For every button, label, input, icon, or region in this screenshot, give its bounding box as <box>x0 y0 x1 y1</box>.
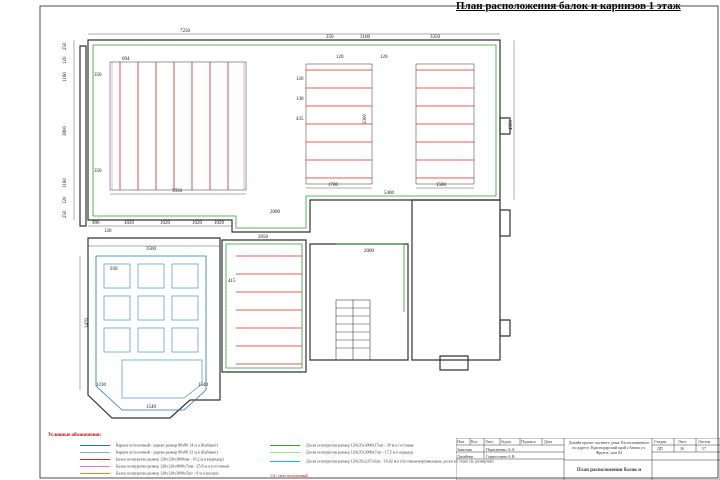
study-coffers <box>104 264 202 398</box>
upper-floor-outline <box>88 40 500 232</box>
legend-item: Доска полиуретан размер 120х35х3000х15шт - 39 м.п гостиная <box>270 442 413 448</box>
study-ceiling <box>96 256 206 410</box>
room1-side-beams <box>112 62 244 190</box>
dim-lower-1230: 1230 <box>96 383 106 388</box>
legend-item: Карниз потолочный - дерево размер 80х80 14 м.п (Кабинет) <box>80 442 218 448</box>
dim-right-height: 4500 <box>509 120 514 130</box>
dim-top-120a: 120 <box>336 55 344 60</box>
legend-item: Балка полиуретан размер 120х120х3000мм - 10,2 м.п (коридор) <box>80 456 224 462</box>
stamp-role: Дизайнер <box>457 454 474 459</box>
bottom-wall-notch <box>440 356 468 370</box>
legend-heading: Условные обозначения: <box>48 433 102 438</box>
dim-bottom-1020c: 1020 <box>192 221 202 226</box>
legend-swatch <box>270 445 300 446</box>
dim-room3-width: 1500 <box>436 183 446 188</box>
corridor-beams <box>236 256 302 364</box>
right-lower-outline <box>412 200 500 360</box>
legend-swatch <box>80 466 110 467</box>
stamp-sheets-label: Листов <box>698 439 711 444</box>
legend-swatch <box>80 445 110 446</box>
dim-inner-350b: 350 <box>94 169 102 174</box>
stamp-header-cell: Лист <box>485 439 494 444</box>
dim-left-3800: 3800 <box>63 126 68 136</box>
legend-item: Доска полиуретан размер 120х35х3000х7шт - 17,5 м.п коридор <box>270 449 413 455</box>
outer-walls <box>80 40 510 418</box>
room1-beams <box>120 62 228 190</box>
legend-swatch <box>80 473 110 474</box>
title-block <box>456 438 720 480</box>
legend-swatch <box>80 452 110 453</box>
stamp-sheets: 57 <box>702 446 706 451</box>
dim-top-overall: 7250 <box>180 29 190 34</box>
dim-spacing-120: 120 <box>296 77 304 82</box>
left-wall-strip <box>80 46 86 226</box>
dim-lower-930: 930 <box>110 267 118 272</box>
dim-left-120b: 120 <box>63 196 68 204</box>
stamp-role: Заказчик <box>457 447 473 452</box>
legend-item: Балка полиуретан размер 120х120х3000х5шт - 9 м.п (кухня) <box>80 470 218 476</box>
stamp-header-cell: Дата <box>544 439 552 444</box>
dim-bottom-1020d: 1020 <box>214 221 224 226</box>
dim-mid-2050: 2050 <box>258 235 268 240</box>
dim-mid-5400: 5400 <box>384 191 394 196</box>
sheet-title: План расположения балок и карнизов 1 этаж <box>456 0 681 12</box>
stamp-header-cell: Кол. <box>471 439 479 444</box>
dim-lower-1540: 1540 <box>146 405 156 410</box>
legend-note: 1/4 - пето потолочный <box>270 473 308 478</box>
stamp-header-cell: Подпись <box>521 439 536 444</box>
dim-top-mid-2: 3160 <box>360 35 370 40</box>
stamp-person: Пархоменко А.А. <box>486 447 516 452</box>
stamp-stage-label: Стадия <box>654 439 667 444</box>
legend-swatch <box>80 459 110 460</box>
dim-bottom-120: 120 <box>104 229 112 234</box>
dim-beam-gap: 694 <box>122 57 130 62</box>
dim-left-120a: 120 <box>63 56 68 64</box>
legend-swatch <box>270 461 300 462</box>
stamp-plan-title: План расположения балок и <box>576 468 642 473</box>
right-wall-notch-2 <box>500 210 510 236</box>
legend-item: Балка полиуретан размер 120х120х4000х7мм - 25,8 м.п (гостиная) <box>80 463 229 469</box>
dimension-lines <box>74 34 514 390</box>
dim-lower-3500: 3500 <box>146 247 156 252</box>
dim-left-1160a: 1160 <box>63 72 68 82</box>
right-wall-notch-3 <box>500 320 510 336</box>
legend-item: Доска полиуретан размер 120х35х2,67х6шт - 16,02 м.п (гостиная-вертикальные доски по стене см. развертки) <box>270 458 494 464</box>
room3 <box>416 64 474 184</box>
dim-top-right: 3350 <box>430 35 440 40</box>
dim-lower-1540b: 1540 <box>198 383 208 388</box>
corridor-outline <box>222 240 306 372</box>
corridor-cornice <box>226 244 302 368</box>
dim-left-1160b: 1160 <box>63 178 68 188</box>
legend-item: Карниз потолочный - дерево размер 80х80 32 м.п (Кабинет) <box>80 449 218 455</box>
dim-mid-2000: 2000 <box>270 210 280 215</box>
stamp-sheet-label: Лист <box>678 439 687 444</box>
sheet-frame <box>40 6 718 478</box>
room1 <box>110 62 246 190</box>
stamp-sheet: 30 <box>680 446 684 451</box>
stamp-stage: ДП <box>657 446 663 451</box>
dim-mid-2000b: 2000 <box>364 249 374 254</box>
dim-left-250: 250 <box>63 42 68 50</box>
dim-top-mid-1: 250 <box>326 35 334 40</box>
study-cornice <box>96 256 206 410</box>
dim-spacing-415: 415 <box>228 279 236 284</box>
dim-room2-width: 1700 <box>328 183 338 188</box>
dim-room1-width: 3950 <box>172 189 182 194</box>
stair-hall-outline <box>310 244 408 360</box>
dim-top-120b: 120 <box>380 55 388 60</box>
room1-ceiling <box>110 62 246 190</box>
dim-spacing-435: 435 <box>296 117 304 122</box>
dim-lower-3470: 3470 <box>85 318 90 328</box>
dim-bottom-900: 900 <box>92 221 100 226</box>
stamp-header-cell: №док. <box>501 439 512 444</box>
dim-room2-height: 3300 <box>363 114 368 124</box>
dim-inner-350a: 350 <box>94 73 102 78</box>
legend-swatch <box>270 452 300 453</box>
dim-spacing-130: 130 <box>296 97 304 102</box>
stamp-person: Горностаева А.В. <box>486 454 516 459</box>
stamp-project: Дизайн проект частного дома. Расположенного по адресу: Краснодарский край г.Анапа ул. Фрунзе, дом 84 <box>568 440 650 455</box>
stamp-header-cell: Изм. <box>457 439 465 444</box>
dim-left-250b: 250 <box>63 210 68 218</box>
dim-bottom-1020a: 1020 <box>124 221 134 226</box>
room3-beams <box>416 70 474 178</box>
staircase <box>336 300 370 360</box>
dim-bottom-1020b: 1020 <box>160 221 170 226</box>
